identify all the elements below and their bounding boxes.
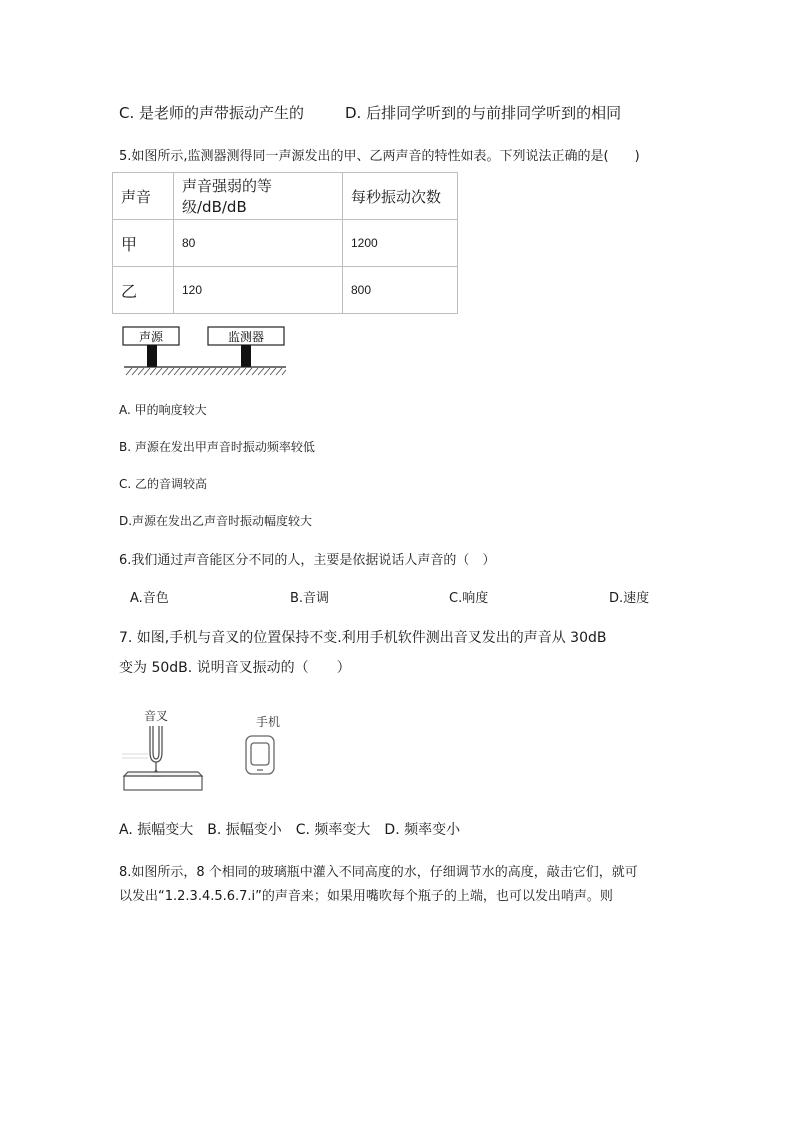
monitor-label: 监测器: [227, 330, 265, 344]
table-cell-db: 120: [174, 267, 343, 314]
q6-option-b: B.音调: [290, 591, 330, 606]
source-label: 声源: [138, 330, 164, 344]
q5-figure: [120, 320, 290, 380]
q8-line2: 以发出“1.2.3.4.5.6.7.i”的声音来；如果用嘴吹每个瓶子的上端，也可以发出哨声。则: [119, 889, 613, 904]
fork-label: 音叉: [143, 709, 169, 723]
q7-stem-line2: 变为 50dB. 说明音叉振动的（ ）: [119, 660, 351, 676]
table-header-cell: 声音: [113, 173, 174, 220]
q6-stem: 6.我们通过声音能区分不同的人，主要是依据说话人声音的（ ）: [119, 553, 496, 568]
table-row: [113, 220, 458, 267]
table-cell-db: 80: [174, 220, 343, 267]
q7-figure: [118, 702, 293, 794]
q8-line1: 8.如图所示，8 个相同的玻璃瓶中灌入不同高度的水，仔细调节水的高度，敲击它们，就可: [119, 865, 638, 880]
table-cell-label: 乙: [113, 267, 174, 314]
source-stand: [147, 345, 157, 367]
q5-option-d: D.声源在发出乙声音时振动幅度较大: [119, 514, 313, 528]
phone-icon: [246, 736, 274, 774]
q6-option-d: D.速度: [609, 591, 650, 606]
q5-option-c: C. 乙的音调较高: [119, 477, 208, 491]
q5-stem: 5.如图所示,监测器测得同一声源发出的甲、乙两声音的特性如表。下列说法正确的是( ): [119, 149, 640, 164]
tuning-fork-icon: [150, 726, 162, 776]
q5-table: [112, 172, 458, 314]
phone-label: 手机: [255, 715, 281, 729]
table-cell-label: 甲: [113, 220, 174, 267]
q5-option-b: B. 声源在发出甲声音时振动频率较低: [119, 440, 315, 454]
q6-option-c: C.响度: [449, 591, 489, 606]
q7-stem-line1: 7. 如图,手机与音叉的位置保持不变.利用手机软件测出音叉发出的声音从 30dB: [119, 630, 607, 646]
q4-option-d: D. 后排同学听到的与前排同学听到的相同: [345, 104, 622, 122]
ground-hatching: [126, 368, 286, 375]
table-cell-freq: 1200: [343, 220, 458, 267]
q7-options: A. 振幅变大 B. 振幅变小 C. 频率变大 D. 频率变小: [119, 822, 461, 838]
table-cell-freq: 800: [343, 267, 458, 314]
table-row: [113, 267, 458, 314]
q6-option-a: A.音色: [130, 591, 169, 606]
monitor-stand: [241, 345, 251, 367]
table-header-row: [113, 173, 458, 220]
q5-option-a: A. 甲的响度较大: [119, 403, 207, 417]
q4-option-c: C. 是老师的声带振动产生的: [119, 104, 305, 122]
table-header-cell: 每秒振动次数: [343, 173, 458, 220]
wood-block: [124, 772, 202, 790]
table-header-cell: 声音强弱的等级/dB/dB: [174, 173, 343, 220]
